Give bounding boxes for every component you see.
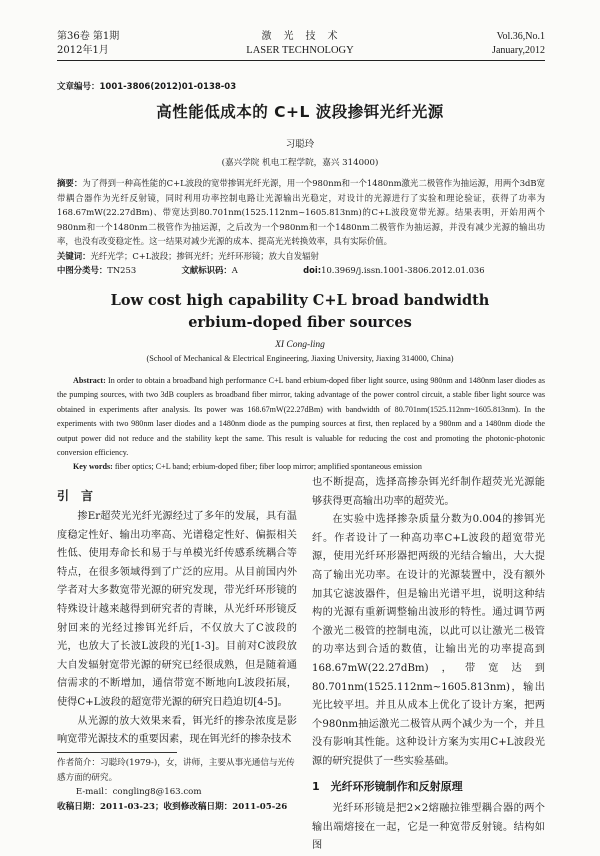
clc-value: TN253 [107, 265, 137, 275]
author-bio: 作者简介：习聪玲(1979-)，女，讲师，主要从事光通信与光传感方面的研究。 [57, 758, 295, 783]
doc-code-label: 文献标识码： [181, 265, 232, 275]
author-email: E-mail：congling8@163.com [75, 787, 202, 797]
header-volume-en: Vol.36,No.1 [496, 31, 545, 42]
abstract-cn-text: 为了得到一种高性能的C+L波段的宽带掺铒光纤光源，用一个980nm和一个1480nm激光二极管作为抽运源，用两个3dB宽带耦合器作为光纤反射镜，同时利用功率控制电路让光源输出光稳定，对设计的光源进行了实验和理论验证，获得了功率为168.67mW(22.27dBm)、带宽达到80.701nm(1525.112nm~1605.813nm)的C+L波段宽带光源。结果表明，开始用两个980nm和一个1480nm二极管作为抽运源，之后改为一个980nm和一个1480nm二极管作为抽运源，并没有减少光源的输出功率，也没有改变稳定性。这一结果对减少光源的成本、提高光光转换效率，具有实际价值。 [57, 178, 545, 247]
title-en-line1: Low cost high capability C+L broad bandwidth [110, 292, 490, 309]
received-dates: 收稿日期：2011-03-23；收到修改稿日期：2011-05-26 [57, 801, 288, 812]
right-paragraph-3: 光纤环形镜是把2×2熔融拉锥型耦合器的两个输出端熔接在一起，它是一种宽带反射镜。结构如图 [312, 803, 545, 852]
header-volume-cn: 第36卷 第1期 [57, 31, 120, 42]
affiliation-cn: (嘉兴学院 机电工程学院，嘉兴 314000) [221, 158, 379, 168]
title-cn: 高性能低成本的 C+L 波段掺铒光纤光源 [156, 103, 444, 121]
right-paragraph-1: 也不断提高，选择高掺杂铒光纤制作超荧光光源能够获得更高输出功率的超荧光。 [312, 477, 545, 507]
left-column [57, 508, 297, 750]
keywords-cn-text: 光纤光学；C+L波段；掺铒光纤；光纤环形镜；放大自发辐射 [90, 251, 319, 261]
abstract-en-label: Abstract: [73, 376, 106, 385]
right-column [312, 474, 545, 856]
article-number: 文章编号：1001-3806(2012)01-0138-03 [57, 82, 237, 92]
header-date-cn: 2012年1月 [57, 45, 109, 56]
doi-value: 10.3969/j.issn.1001-3806.2012.01.036 [321, 265, 485, 275]
author-cn: 习聪玲 [285, 139, 315, 150]
intro-paragraph-1: 掺Er超荧光光纤光源经过了多年的发展，具有温度稳定性好、输出功率高、光谱稳定性好、偏振相关性低、使用寿命长和易于与单模光纤传感系统耦合等特点，在很多领域得到了广泛的应用。从目前国内外学者对大多数宽带光源的研究发现，带光纤环形镜的特殊设计越来越得到研究者的青睐，从光纤环形镜反射回来的光经过掺铒光纤后，不仅放大了C波段的光，也放大了长波L波段的光[1-3]。目前对C波段放大自发辐射宽带光源的研究已经很成熟，但是随着通信需求的不断增加，通信带宽不断地向L波段拓展，使得C+L波段的超宽带光源的研究日趋迫切[4-5]。 [57, 511, 297, 708]
keywords-en [57, 460, 545, 474]
header-journal-en: LASER TECHNOLOGY [246, 45, 354, 56]
abstract-en [57, 374, 545, 460]
doc-code-value: A [231, 265, 238, 275]
title-en-line2: erbium-doped fiber sources [188, 314, 412, 331]
header-journal-cn: 激 光 技 术 [261, 31, 339, 42]
footnote-rule [57, 752, 177, 753]
classification-line [57, 263, 545, 278]
keywords-cn-label: 关键词： [57, 251, 91, 261]
abstract-en-text: In order to obtain a broadband high performance C+L band erbium-doped fiber light source, using 980nm and 1480nm laser diodes as the pumping sources, with two 3dB couplers as broadband fiber mirror, taking advantage of the power control circuit, a stable fiber light source was obtained in experiments after analysis. Its power was 168.67mW(22.27dBm) with bandwidth of 80.701nm(1525.112nm~1605.813nm). In the experiments with two 980nm laser diodes and a 1480nm diode as the pumping sources at first, then replaced by a 980nm and a 1480nm diode the output power did not reduce and the stability kept the same. This result is valuable for reducing the cost and promoting the photonic-photonic conversion efficiency. [57, 376, 545, 458]
keywords-en-text: fiber optics; C+L band; erbium-doped fiber; fiber loop mirror; amplified spontaneous emission [114, 462, 422, 471]
header-rule [57, 60, 545, 61]
abstract-cn [57, 176, 545, 249]
keywords-cn [57, 249, 545, 264]
author-en: XI Cong-ling [275, 340, 325, 350]
section-intro-heading: 引 言 [57, 489, 94, 503]
doi-label: doi: [303, 265, 322, 275]
section-1-heading: 1 光纤环形镜制作和反射原理 [312, 779, 463, 793]
header-date-en: January,2012 [492, 45, 545, 56]
abstract-cn-label: 摘要： [57, 178, 83, 188]
footnote [57, 756, 297, 814]
right-paragraph-2: 在实验中选择掺杂质量分数为0.004的掺铒光纤。作者设计了一种高功率C+L波段的超宽带光源，使用光纤环形器把两级的光结合输出，大大提高了输出光功率。在设计的光源装置中，没有额外加其它滤波器件，但是输出光谱平坦，说明这种结构的光源有重新调整输出波形的特性。通过调节两个激光二极管的控制电流，以此可以让激光二极管的功率达到合适的数值，让输出光的功率提高到168.67mW(22.27dBm)，带宽达到80.701nm(1525.112nm~1605.813nm)，输出光比较平坦。并且从成本上优化了设计方案，把两个980nm抽运激光二极管从两个减少为一个，并且没有影响其性能。这种设计方案为实用C+L波段光源的研究提供了一些实验基础。 [312, 514, 545, 767]
keywords-en-label: Key words: [73, 462, 113, 471]
clc-label: 中图分类号： [57, 265, 108, 275]
intro-paragraph-2: 从光源的放大效果来看，铒光纤的掺杂浓度是影响宽带光源技术的重要因素，现在铒光纤的掺杂技术 [57, 715, 297, 746]
affiliation-en: (School of Mechanical & Electrical Engineering, Jiaxing University, Jiaxing 314000, China) [146, 354, 454, 363]
